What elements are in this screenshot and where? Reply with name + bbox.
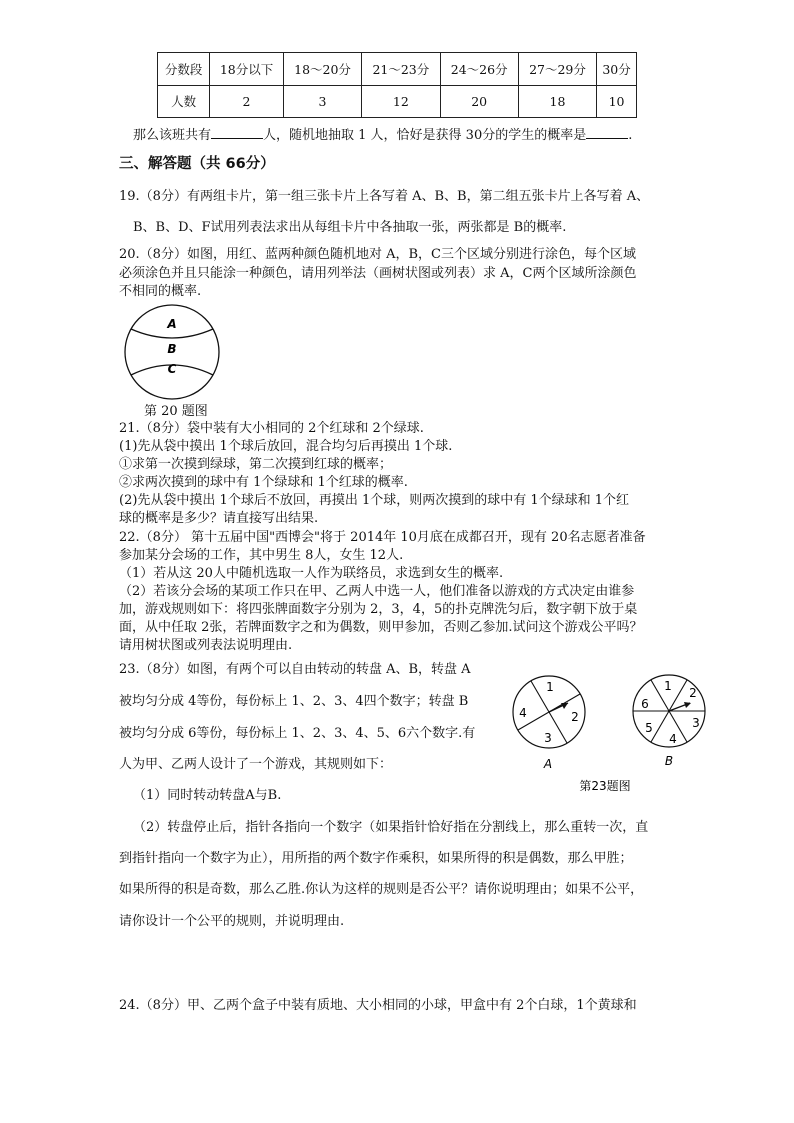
q20-line: 必须涂色并且只能涂一种颜色，请用列举法（画树状图或列表）求 A，C两个区域所涂颜色 bbox=[119, 266, 637, 281]
table-cell: 30分 bbox=[597, 53, 637, 86]
pointer-arrow-icon bbox=[684, 702, 691, 708]
q23-line: 被均匀分成 6等份，每份标上 1、2、3、4、5、6六个数字.有 bbox=[119, 726, 476, 741]
q23-line: 人为甲、乙两人设计了一个游戏，其规则如下： bbox=[119, 757, 393, 772]
q18-tail-line bbox=[133, 126, 632, 144]
q19-line: B、B、D、F试用列表法求出从每组卡片中各抽取一张，两张都是 B的概率. bbox=[133, 220, 567, 235]
table-cell: 2 bbox=[210, 85, 284, 118]
spinner-b-number: 1 bbox=[664, 679, 672, 693]
q24-line: 24.（8分）甲、乙两个盒子中装有质地、大小相同的小球，甲盒中有 2个白球，1个黄球和 bbox=[119, 998, 637, 1013]
q20-line: 不相同的概率. bbox=[119, 284, 202, 299]
q23-line: 23.（8分）如图，有两个可以自由转动的转盘 A、B，转盘 A bbox=[119, 662, 471, 677]
q21-line: 21.（8分）袋中装有大小相同的 2个红球和 2个绿球. bbox=[119, 421, 424, 436]
region-label-a: A bbox=[167, 317, 177, 331]
table-cell: 27～29分 bbox=[518, 53, 596, 86]
q18-text-2: 人，随机地抽取 1 人，恰好是获得 30分的学生的概率是 bbox=[263, 128, 587, 143]
spinner-a-number: 4 bbox=[519, 706, 527, 720]
answer-blank[interactable] bbox=[211, 126, 263, 139]
q23-line: （1）同时转动转盘A与B. bbox=[133, 788, 282, 803]
table-count-row bbox=[158, 85, 637, 118]
spinner-a-number: 3 bbox=[544, 731, 552, 745]
q22-line: （2）若该分会场的某项工作只在甲、乙两人中选一人，他们准备以游戏的方式决定由谁参 bbox=[119, 584, 635, 599]
q23-line: 被均匀分成 4等份，每份标上 1、2、3、4四个数字；转盘 B bbox=[119, 694, 469, 709]
q23-line: 到指针指向一个数字为止），用所指的两个数字作乘积，如果所得的积是偶数，那么甲胜； bbox=[119, 851, 633, 866]
q22-line: 请用树状图或列表法说明理由. bbox=[119, 638, 293, 653]
q18-text-3: . bbox=[628, 128, 633, 143]
q22-line: 面，从中任取 2张，若牌面数字之和为偶数，则甲参加，否则乙参加.试问这个游戏公平吗？ bbox=[119, 620, 643, 635]
table-cell: 3 bbox=[283, 85, 361, 118]
spinner-b-number: 2 bbox=[689, 686, 697, 700]
q21-line: ①求第一次摸到绿球，第二次摸到红球的概率； bbox=[119, 457, 393, 472]
spinner-a-label: A bbox=[543, 757, 553, 771]
q23-line: （2）转盘停止后，指针各指向一个数字（如果指针恰好指在分割线上，那么重转一次，直 bbox=[133, 820, 649, 835]
q18-text-1: 那么该班共有 bbox=[133, 128, 212, 143]
table-cell: 10 bbox=[597, 85, 637, 118]
table-cell: 24～26分 bbox=[440, 53, 518, 86]
score-table bbox=[157, 52, 637, 118]
answer-blank[interactable] bbox=[586, 126, 628, 139]
table-cell: 21～23分 bbox=[362, 53, 440, 86]
spinner-b-label: B bbox=[664, 754, 674, 768]
spinner-a bbox=[513, 676, 585, 771]
region-label-b: B bbox=[167, 342, 177, 356]
spinner-b-number: 5 bbox=[645, 721, 653, 735]
q23-line: 如果所得的积是奇数，那么乙胜.你认为这样的规则是否公平？请你说明理由；如果不公平， bbox=[119, 882, 644, 897]
section-title: 三、解答题（共 66分） bbox=[119, 156, 275, 172]
q20-line: 20.（8分）如图，用红、蓝两种颜色随机地对 A，B，C三个区域分别进行涂色，每个区域 bbox=[119, 247, 636, 262]
spinner-b-number: 3 bbox=[692, 716, 700, 730]
region-label-c: C bbox=[167, 362, 177, 376]
spinner-b-number: 4 bbox=[669, 732, 677, 746]
table-cell: 12 bbox=[362, 85, 440, 118]
figure-caption: 第23题图 bbox=[579, 779, 631, 793]
q21-line: ②求两次摸到的球中有 1个绿球和 1个红球的概率. bbox=[119, 475, 408, 490]
q20-circle-figure bbox=[118, 303, 228, 405]
q19-line: 19.（8分）有两组卡片，第一组三张卡片上各写着 A、B、B，第二组五张卡片上各写着 A、 bbox=[119, 189, 650, 204]
q23-spinners-figure bbox=[505, 668, 730, 796]
table-cell: 人数 bbox=[158, 85, 210, 118]
table-cell: 分数段 bbox=[158, 53, 210, 86]
q22-line: 22.（8分） 第十五届中国"西博会"将于 2014年 10月底在成都召开，现有 20名志愿者准备 bbox=[119, 530, 646, 545]
spinner-a-number: 2 bbox=[571, 710, 579, 724]
q21-line: (1)先从袋中摸出 1个球后放回，混合均匀后再摸出 1个球. bbox=[119, 439, 453, 454]
spinner-b-number: 6 bbox=[641, 697, 649, 711]
figure-caption: 第 20 题图 bbox=[144, 404, 208, 419]
q22-line: 参加某分会场的工作，其中男生 8人，女生 12人. bbox=[119, 548, 404, 563]
q21-line: 球的概率是多少？请直接写出结果. bbox=[119, 511, 319, 526]
table-cell: 18 bbox=[518, 85, 596, 118]
q23-line: 请你设计一个公平的规则，并说明理由. bbox=[119, 914, 345, 929]
table-cell: 20 bbox=[440, 85, 518, 118]
table-header-row bbox=[158, 53, 637, 86]
spinner-a-number: 1 bbox=[546, 680, 554, 694]
table-cell: 18分以下 bbox=[210, 53, 284, 86]
q22-line: 加，游戏规则如下：将四张牌面数字分别为 2，3，4，5的扑克牌洗匀后，数字朝下放于桌 bbox=[119, 602, 638, 617]
q21-line: (2)先从袋中摸出 1个球后不放回，再摸出 1个球，则两次摸到的球中有 1个绿球和 1个红 bbox=[119, 493, 630, 508]
table-cell: 18～20分 bbox=[283, 53, 361, 86]
spinner-b bbox=[633, 675, 705, 768]
q22-line: （1）若从这 20人中随机选取一人作为联络员，求选到女生的概率. bbox=[119, 566, 504, 581]
